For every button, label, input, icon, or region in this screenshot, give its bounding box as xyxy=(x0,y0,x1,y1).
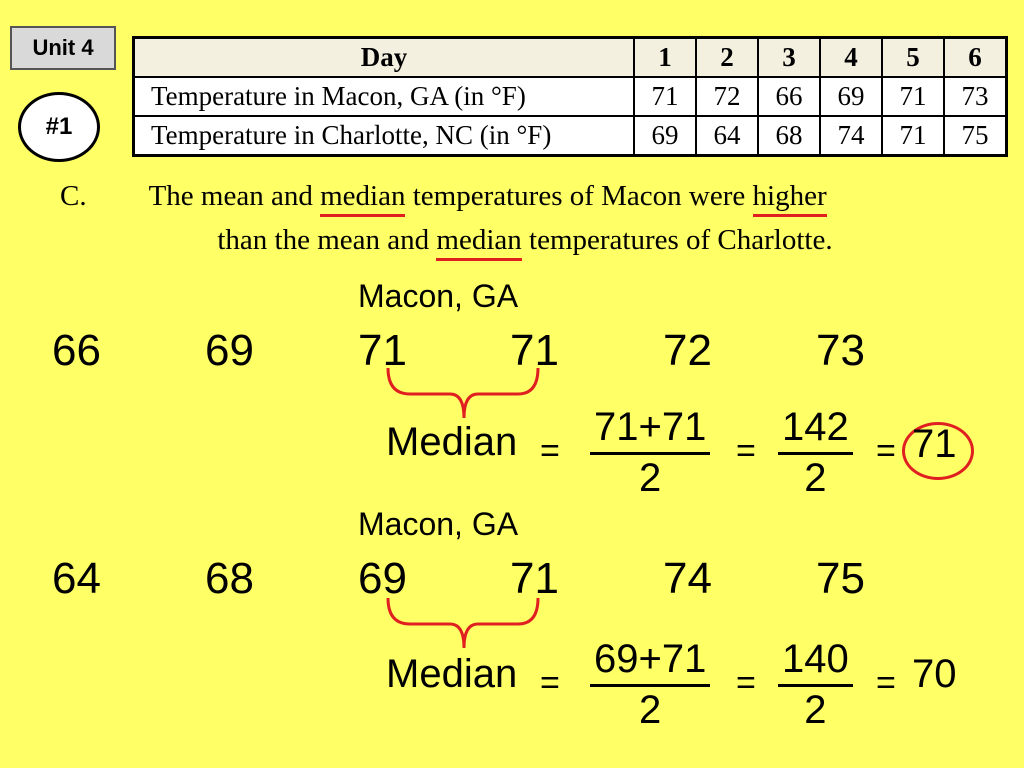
table-cell: 68 xyxy=(758,116,820,156)
table-cell: 71 xyxy=(634,77,696,116)
fraction-total xyxy=(778,404,853,501)
table-cell: 69 xyxy=(634,116,696,156)
median-result: 70 xyxy=(912,652,957,696)
table-cell: 74 xyxy=(820,116,882,156)
fraction-denominator: 2 xyxy=(804,456,827,500)
sorted-value: 69 xyxy=(205,326,254,375)
sorted-value: 74 xyxy=(663,554,712,603)
fraction-denominator: 2 xyxy=(639,688,662,732)
equals-sign: = xyxy=(736,432,756,470)
statement-text: temperatures of Charlotte. xyxy=(521,224,833,256)
higher-word-underlined: higher xyxy=(753,180,827,217)
fraction-total xyxy=(778,636,853,733)
statement-text: The mean and xyxy=(148,180,321,212)
sorted-value: 71 xyxy=(510,326,559,375)
sorted-value: 73 xyxy=(816,326,865,375)
table-day-cell: 6 xyxy=(944,38,1007,78)
median-result: 71 xyxy=(912,422,957,466)
table-cell: 71 xyxy=(882,77,944,116)
median-label: Median xyxy=(386,420,518,464)
table-day-cell: 4 xyxy=(820,38,882,78)
sorted-value: 71 xyxy=(358,326,407,375)
table-row xyxy=(134,116,1007,156)
table-header-row xyxy=(134,38,1007,78)
fraction-numerator: 140 xyxy=(778,636,853,687)
equals-sign: = xyxy=(540,432,560,470)
statement-line-2 xyxy=(60,218,990,262)
table-cell: 64 xyxy=(696,116,758,156)
median-word-underlined: median xyxy=(436,224,521,261)
sorted-value: 66 xyxy=(52,326,101,375)
table-day-cell: 2 xyxy=(696,38,758,78)
sorted-value: 68 xyxy=(205,554,254,603)
sorted-value: 75 xyxy=(816,554,865,603)
table-day-cell: 1 xyxy=(634,38,696,78)
table-day-cell: 3 xyxy=(758,38,820,78)
statement-letter: C. xyxy=(60,180,87,212)
fraction-numerator: 71+71 xyxy=(590,404,710,455)
sorted-value: 69 xyxy=(358,554,407,603)
statement-text: than the mean and xyxy=(217,224,437,256)
red-bracket-1 xyxy=(380,364,550,422)
table-cell: 72 xyxy=(696,77,758,116)
statement-line-1 xyxy=(60,174,990,218)
equals-sign: = xyxy=(540,664,560,702)
sorted-value: 72 xyxy=(663,326,712,375)
fraction-numerator: 142 xyxy=(778,404,853,455)
fraction-denominator: 2 xyxy=(639,456,662,500)
table-cell: 73 xyxy=(944,77,1007,116)
red-bracket-2 xyxy=(380,594,550,652)
table-row-label: Temperature in Macon, GA (in °F) xyxy=(134,77,635,116)
fraction-sum xyxy=(590,404,710,501)
sorted-value: 71 xyxy=(510,554,559,603)
table-row-label: Temperature in Charlotte, NC (in °F) xyxy=(134,116,635,156)
equals-sign: = xyxy=(876,432,896,470)
equals-sign: = xyxy=(876,664,896,702)
table-cell: 71 xyxy=(882,116,944,156)
statement-text: temperatures of Macon were xyxy=(405,180,753,212)
problem-number-badge: #1 xyxy=(18,92,100,162)
table-cell: 75 xyxy=(944,116,1007,156)
equals-sign: = xyxy=(736,664,756,702)
temperature-table xyxy=(132,36,1008,157)
sorted-value: 64 xyxy=(52,554,101,603)
fraction-sum xyxy=(590,636,710,733)
fraction-denominator: 2 xyxy=(804,688,827,732)
statement-c xyxy=(60,174,990,262)
fraction-numerator: 69+71 xyxy=(590,636,710,687)
table-cell: 66 xyxy=(758,77,820,116)
section-1-heading: Macon, GA xyxy=(358,278,519,314)
median-label: Median xyxy=(386,652,518,696)
table-row xyxy=(134,77,1007,116)
table-cell: 69 xyxy=(820,77,882,116)
table-day-cell: 5 xyxy=(882,38,944,78)
unit-badge: Unit 4 xyxy=(10,26,116,70)
median-word-underlined: median xyxy=(320,180,405,217)
table-header-day: Day xyxy=(134,38,635,78)
section-2-heading: Macon, GA xyxy=(358,506,519,542)
